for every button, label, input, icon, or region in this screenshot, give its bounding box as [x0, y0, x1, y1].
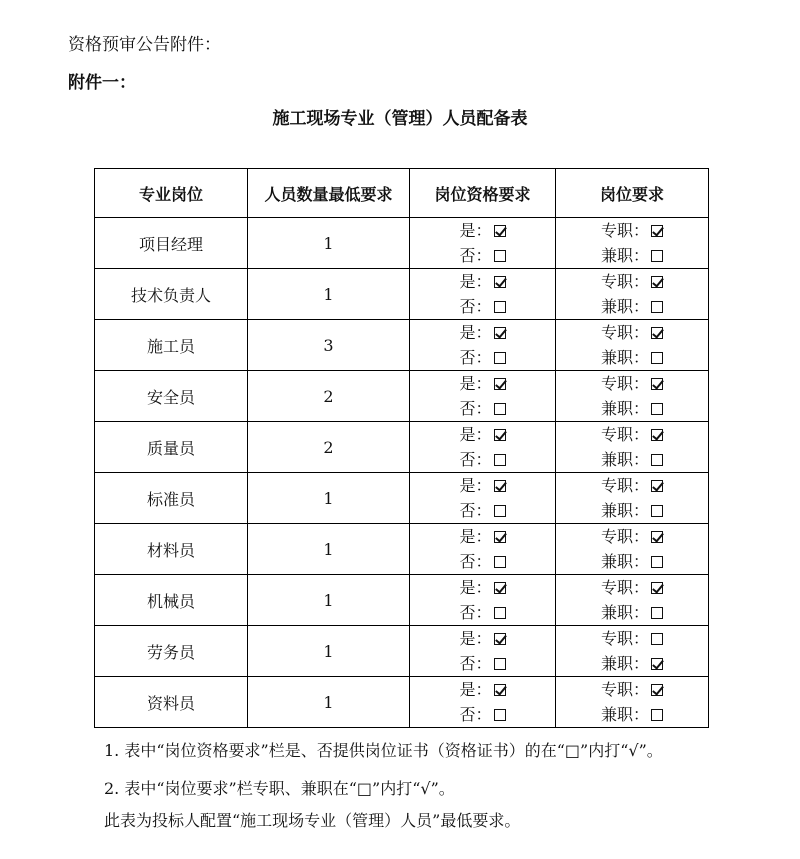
- position-type-cell: [556, 269, 709, 320]
- full-time-label: 专职：: [600, 578, 649, 597]
- yes-label: 是：: [459, 527, 492, 546]
- post-cell: 安全员: [95, 371, 248, 422]
- full-time-checkbox[interactable]: [651, 429, 663, 441]
- part-time-checkbox[interactable]: [651, 607, 663, 619]
- part-time-label: 兼职：: [600, 654, 649, 673]
- header-count: 人员数量最低要求: [248, 169, 410, 218]
- yes-option: [459, 422, 505, 447]
- part-time-label: 兼职：: [600, 603, 649, 622]
- yes-option: [459, 575, 505, 600]
- yes-checkbox[interactable]: [494, 684, 506, 696]
- full-time-checkbox[interactable]: [651, 633, 663, 645]
- part-time-checkbox[interactable]: [651, 352, 663, 364]
- part-time-checkbox[interactable]: [651, 454, 663, 466]
- no-checkbox[interactable]: [494, 556, 506, 568]
- full-time-label: 专职：: [600, 476, 649, 495]
- position-type-cell: [556, 320, 709, 371]
- no-checkbox[interactable]: [494, 352, 506, 364]
- full-time-label: 专职：: [600, 323, 649, 342]
- full-time-option: [601, 524, 663, 549]
- yes-label: 是：: [459, 323, 492, 342]
- no-checkbox[interactable]: [494, 658, 506, 670]
- annex-heading: 附件一：: [68, 73, 136, 93]
- yes-option: [459, 677, 505, 702]
- part-time-option: [601, 447, 663, 472]
- part-time-label: 兼职：: [600, 399, 649, 418]
- part-time-option: [601, 243, 663, 268]
- qualification-cell: [410, 626, 556, 677]
- note-1: 1. 表中“岗位资格要求”栏是、否提供岗位证书（资格证书）的在“□”内打“√”。: [104, 741, 663, 760]
- part-time-label: 兼职：: [600, 705, 649, 724]
- count-cell: 1: [248, 218, 410, 269]
- yes-option: [459, 320, 505, 345]
- yes-option: [459, 524, 505, 549]
- table-title: 施工现场专业（管理）人员配备表: [272, 109, 528, 129]
- full-time-label: 专职：: [600, 221, 649, 240]
- part-time-label: 兼职：: [600, 246, 649, 265]
- yes-option: [459, 473, 505, 498]
- full-time-label: 专职：: [600, 425, 649, 444]
- part-time-label: 兼职：: [600, 501, 649, 520]
- table-header-row: [95, 169, 709, 218]
- part-time-checkbox[interactable]: [651, 301, 663, 313]
- part-time-checkbox[interactable]: [651, 403, 663, 415]
- no-checkbox[interactable]: [494, 505, 506, 517]
- position-type-cell: [556, 218, 709, 269]
- part-time-option: [601, 294, 663, 319]
- yes-checkbox[interactable]: [494, 582, 506, 594]
- full-time-label: 专职：: [600, 272, 649, 291]
- no-option: [459, 702, 505, 727]
- part-time-option: [601, 549, 663, 574]
- post-cell: 标准员: [95, 473, 248, 524]
- yes-checkbox[interactable]: [494, 327, 506, 339]
- note-3: 此表为投标人配置“施工现场专业（管理）人员”最低要求。: [104, 811, 521, 830]
- header-qualification: 岗位资格要求: [410, 169, 556, 218]
- part-time-label: 兼职：: [600, 297, 649, 316]
- no-checkbox[interactable]: [494, 301, 506, 313]
- no-label: 否：: [459, 501, 492, 520]
- post-cell: 资料员: [95, 677, 248, 728]
- full-time-checkbox[interactable]: [651, 480, 663, 492]
- yes-checkbox[interactable]: [494, 480, 506, 492]
- table-row: [95, 371, 709, 422]
- qualification-cell: [410, 371, 556, 422]
- full-time-label: 专职：: [600, 527, 649, 546]
- full-time-label: 专职：: [600, 374, 649, 393]
- no-checkbox[interactable]: [494, 607, 506, 619]
- part-time-label: 兼职：: [600, 348, 649, 367]
- full-time-checkbox[interactable]: [651, 684, 663, 696]
- no-option: [459, 600, 505, 625]
- count-cell: 3: [248, 320, 410, 371]
- header-post: 专业岗位: [95, 169, 248, 218]
- part-time-option: [601, 651, 663, 676]
- part-time-label: 兼职：: [600, 552, 649, 571]
- yes-checkbox[interactable]: [494, 633, 506, 645]
- no-label: 否：: [459, 603, 492, 622]
- post-cell: 质量员: [95, 422, 248, 473]
- yes-label: 是：: [459, 629, 492, 648]
- post-cell: 劳务员: [95, 626, 248, 677]
- count-cell: 1: [248, 524, 410, 575]
- count-cell: 1: [248, 473, 410, 524]
- full-time-checkbox[interactable]: [651, 225, 663, 237]
- full-time-option: [601, 320, 663, 345]
- yes-option: [459, 626, 505, 651]
- qualification-cell: [410, 524, 556, 575]
- no-option: [459, 396, 505, 421]
- position-type-cell: [556, 422, 709, 473]
- no-option: [459, 294, 505, 319]
- yes-label: 是：: [459, 476, 492, 495]
- yes-label: 是：: [459, 578, 492, 597]
- yes-option: [459, 371, 505, 396]
- yes-checkbox[interactable]: [494, 378, 506, 390]
- no-label: 否：: [459, 399, 492, 418]
- table-row: [95, 218, 709, 269]
- part-time-label: 兼职：: [600, 450, 649, 469]
- table-row: [95, 269, 709, 320]
- post-cell: 机械员: [95, 575, 248, 626]
- position-type-cell: [556, 626, 709, 677]
- no-label: 否：: [459, 348, 492, 367]
- count-cell: 1: [248, 575, 410, 626]
- full-time-option: [601, 218, 663, 243]
- no-label: 否：: [459, 450, 492, 469]
- part-time-checkbox[interactable]: [651, 658, 663, 670]
- full-time-checkbox[interactable]: [651, 582, 663, 594]
- full-time-checkbox[interactable]: [651, 327, 663, 339]
- table-body: [95, 218, 709, 728]
- yes-checkbox[interactable]: [494, 225, 506, 237]
- table-row: [95, 320, 709, 371]
- yes-checkbox[interactable]: [494, 429, 506, 441]
- full-time-checkbox[interactable]: [651, 378, 663, 390]
- staffing-table: [94, 168, 709, 728]
- no-label: 否：: [459, 705, 492, 724]
- count-cell: 2: [248, 422, 410, 473]
- full-time-label: 专职：: [600, 680, 649, 699]
- table-row: [95, 422, 709, 473]
- position-type-cell: [556, 575, 709, 626]
- count-cell: 1: [248, 269, 410, 320]
- part-time-option: [601, 498, 663, 523]
- no-checkbox[interactable]: [494, 709, 506, 721]
- no-option: [459, 498, 505, 523]
- no-checkbox[interactable]: [494, 250, 506, 262]
- yes-label: 是：: [459, 272, 492, 291]
- qualification-cell: [410, 575, 556, 626]
- yes-label: 是：: [459, 374, 492, 393]
- full-time-option: [601, 575, 663, 600]
- table-row: [95, 677, 709, 728]
- yes-checkbox[interactable]: [494, 276, 506, 288]
- yes-label: 是：: [459, 425, 492, 444]
- qualification-cell: [410, 218, 556, 269]
- no-checkbox[interactable]: [494, 454, 506, 466]
- full-time-option: [601, 677, 663, 702]
- part-time-checkbox[interactable]: [651, 709, 663, 721]
- yes-checkbox[interactable]: [494, 531, 506, 543]
- header-position-type: 岗位要求: [556, 169, 709, 218]
- no-option: [459, 243, 505, 268]
- no-option: [459, 345, 505, 370]
- yes-label: 是：: [459, 680, 492, 699]
- part-time-option: [601, 600, 663, 625]
- post-cell: 施工员: [95, 320, 248, 371]
- table-row: [95, 626, 709, 677]
- position-type-cell: [556, 473, 709, 524]
- part-time-checkbox[interactable]: [651, 250, 663, 262]
- count-cell: 1: [248, 677, 410, 728]
- post-cell: 材料员: [95, 524, 248, 575]
- qualification-cell: [410, 677, 556, 728]
- yes-option: [459, 269, 505, 294]
- part-time-checkbox[interactable]: [651, 556, 663, 568]
- no-label: 否：: [459, 246, 492, 265]
- part-time-checkbox[interactable]: [651, 505, 663, 517]
- full-time-option: [601, 269, 663, 294]
- yes-option: [459, 218, 505, 243]
- qualification-cell: [410, 269, 556, 320]
- no-label: 否：: [459, 654, 492, 673]
- full-time-option: [601, 473, 663, 498]
- part-time-option: [601, 345, 663, 370]
- post-cell: 项目经理: [95, 218, 248, 269]
- full-time-label: 专职：: [600, 629, 649, 648]
- no-label: 否：: [459, 552, 492, 571]
- part-time-option: [601, 702, 663, 727]
- full-time-option: [601, 422, 663, 447]
- yes-label: 是：: [459, 221, 492, 240]
- count-cell: 1: [248, 626, 410, 677]
- note-2: 2. 表中“岗位要求”栏专职、兼职在“□”内打“√”。: [104, 779, 455, 798]
- part-time-option: [601, 396, 663, 421]
- full-time-checkbox[interactable]: [651, 531, 663, 543]
- no-label: 否：: [459, 297, 492, 316]
- no-checkbox[interactable]: [494, 403, 506, 415]
- count-cell: 2: [248, 371, 410, 422]
- qualification-cell: [410, 320, 556, 371]
- table-row: [95, 575, 709, 626]
- position-type-cell: [556, 371, 709, 422]
- table-row: [95, 524, 709, 575]
- table-row: [95, 473, 709, 524]
- no-option: [459, 651, 505, 676]
- qualification-cell: [410, 422, 556, 473]
- position-type-cell: [556, 677, 709, 728]
- full-time-option: [601, 626, 663, 651]
- full-time-checkbox[interactable]: [651, 276, 663, 288]
- position-type-cell: [556, 524, 709, 575]
- full-time-option: [601, 371, 663, 396]
- no-option: [459, 549, 505, 574]
- post-cell: 技术负责人: [95, 269, 248, 320]
- qualification-cell: [410, 473, 556, 524]
- no-option: [459, 447, 505, 472]
- attachment-intro: 资格预审公告附件：: [68, 35, 221, 55]
